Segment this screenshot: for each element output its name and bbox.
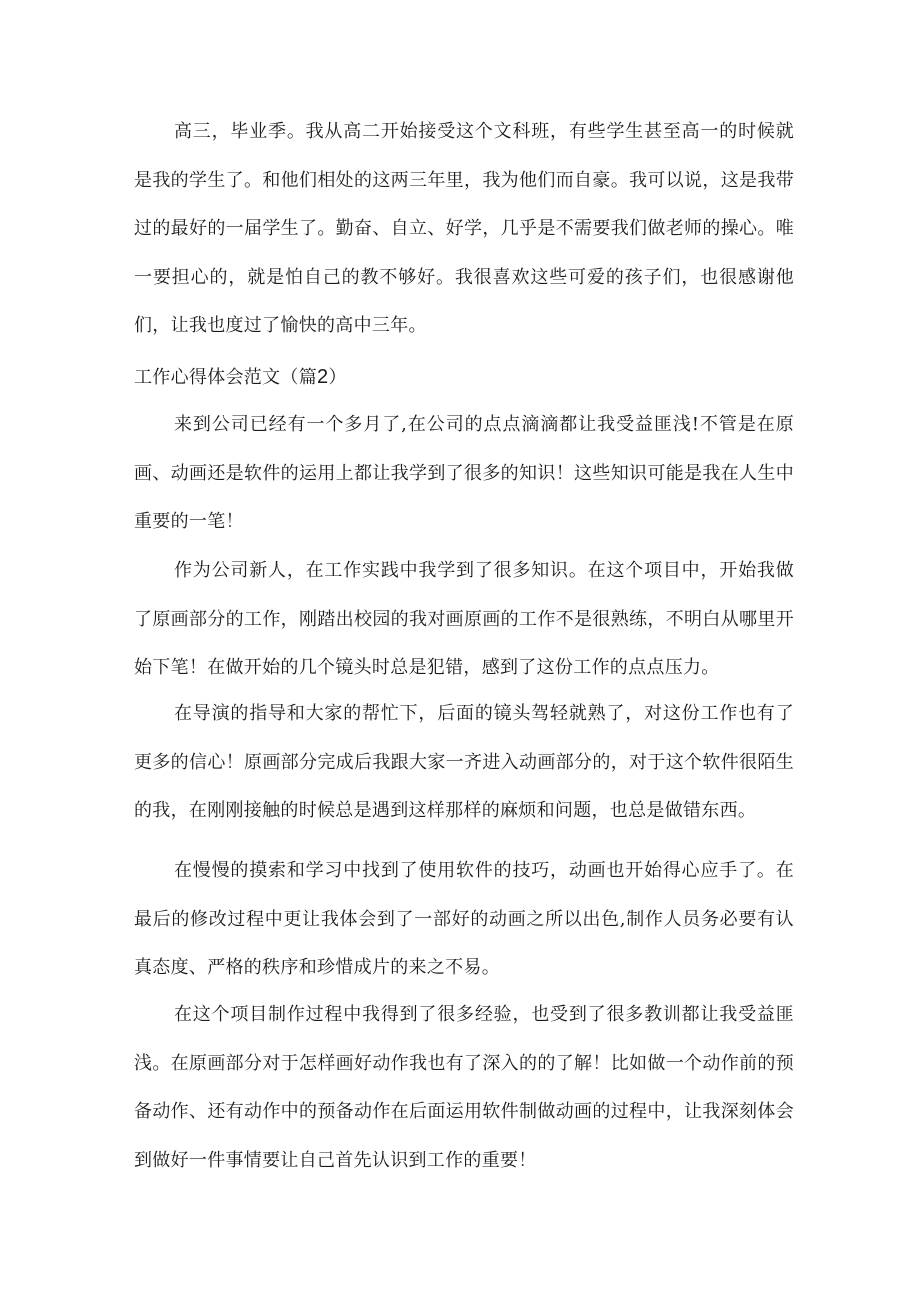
- paragraph-6: 在这个项目制作过程中我得到了很多经验，也受到了很多教训都让我受益匪浅。在原画部分对于怎样画好动作我也有了深入的的了解！比如做一个动作前的预备动作、还有动作中的预备动作在后面运用软件制做动画的过程中，让我深刻体会到做好一件事情要让自己首先认识到工作的重要！: [134, 1004, 794, 1171]
- paragraph-1: 高三，毕业季。我从高二开始接受这个文科班，有些学生甚至高一的时候就是我的学生了。和他们相处的这两三年里，我为他们而自豪。我可以说，这是我带过的最好的一届学生了。勤奋、自立、好学，几乎是不需要我们做老师的操心。唯一要担心的，就是怕自己的教不够好。我很喜欢这些可爱的孩子们，也很感谢他们，让我也度过了愉快的高中三年。: [134, 121, 794, 336]
- heading-prefix: 工作心得体会范文（篇: [134, 367, 317, 388]
- section-heading: [134, 362, 794, 393]
- paragraph-4: 在导演的指导和大家的帮忙下，后面的镜头驾轻就熟了，对这份工作也有了更多的信心！原画部分完成后我跟大家一齐进入动画部分的，对于这个软件很陌生的我，在刚刚接触的时候总是遇到这样那样的麻烦和问题，也总是做错东西。: [134, 703, 794, 821]
- paragraph-3: 作为公司新人，在工作实践中我学到了很多知识。在这个项目中，开始我做了原画部分的工作，刚踏出校园的我对画原画的工作不是很熟练，不明白从哪里开始下笔！在做开始的几个镜头时总是犯错，感到了这份工作的点点压力。: [134, 560, 794, 678]
- heading-number: 2: [317, 366, 329, 388]
- heading-suffix: ）: [328, 367, 347, 388]
- paragraph-5: 在慢慢的摸索和学习中找到了使用软件的技巧，动画也开始得心应手了。在最后的修改过程中更让我体会到了一部好的动画之所以出色,制作人员务必要有认真态度、严格的秩序和珍惜成片的来之不易。: [134, 860, 794, 978]
- paragraph-2: 来到公司已经有一个多月了,在公司的点点滴滴都让我受益匪浅!不管是在原画、动画还是软件的运用上都让我学到了很多的知识！这些知识可能是我在人生中重要的一笔！: [134, 414, 794, 532]
